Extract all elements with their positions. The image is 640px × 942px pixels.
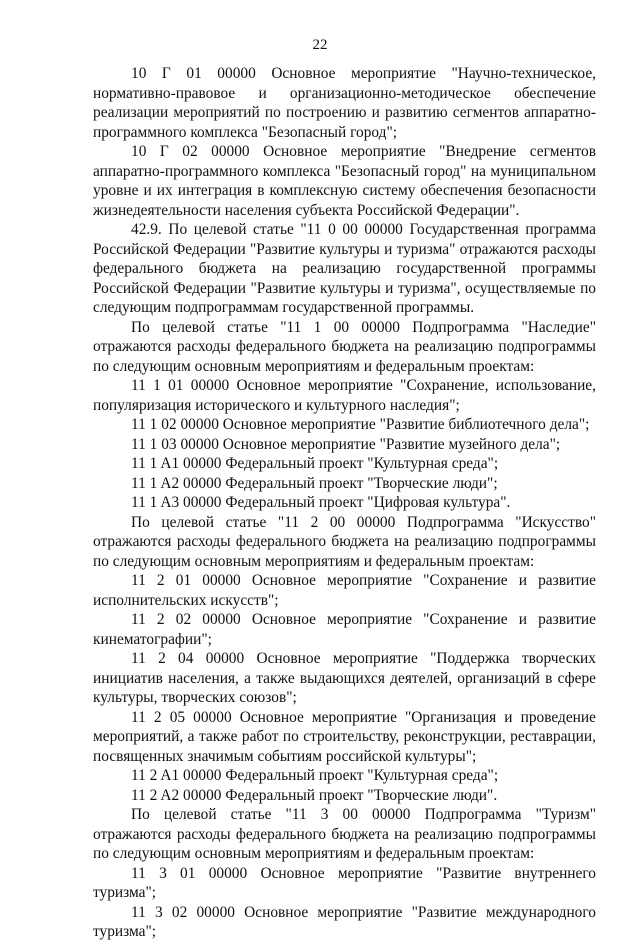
paragraph: 11 2 05 00000 Основное мероприятие "Организация и проведение мероприятий, а также работ по строительству, реконструкции, реставрации, посвященных значимым событиям российской культуры"; [93, 708, 596, 765]
paragraph: По целевой статье "11 3 00 00000 Подпрограмма "Туризм" отражаются расходы федерального бюджета на реализацию подпрограммы по следующим основным мероприятиям и федеральным проектам: [93, 806, 596, 862]
paragraph: По целевой статье "11 1 00 00000 Подпрограмма "Наследие" отражаются расходы федерального бюджета на реализацию подпрограммы по следующим основным мероприятиям и федеральным проектам: [93, 318, 596, 375]
paragraph: 11 3 01 00000 Основное мероприятие "Развитие внутреннего туризма"; [93, 864, 596, 901]
paragraph: 11 1 A1 00000 Федеральный проект "Культурная среда"; [131, 455, 499, 472]
paragraph: 11 1 02 00000 Основное мероприятие "Развитие библиотечного дела"; [131, 416, 590, 433]
paragraph: 11 1 A2 00000 Федеральный проект "Творческие люди"; [131, 474, 498, 492]
paragraph: По целевой статье "11 2 00 00000 Подпрограмма "Искусство" отражаются расходы федерального бюджета на реализацию подпрограммы по следующим основным мероприятиям и федеральным проектам: [93, 513, 596, 570]
paragraph: 42.9. По целевой статье "11 0 00 00000 Государственная программа Российской Федерации "Развитие культуры и туризма" отражаются расходы федерального бюджета на реализацию государственной программы Российской Федерации "Развитие культуры и туризма", осуществляемые по следующим подпрограммам государственной программы. [93, 221, 596, 316]
paragraph: 11 1 03 00000 Основное мероприятие "Развитие музейного дела"; [131, 435, 561, 453]
paragraph: 11 3 02 00000 Основное мероприятие "Развитие международного туризма"; [93, 903, 596, 940]
paragraph: 11 1 A3 00000 Федеральный проект "Цифровая культура". [131, 494, 511, 511]
paragraph: 10 Г 02 00000 Основное мероприятие "Внедрение сегментов аппаратно-программного комплекса "Безопасный город" на муниципальном уровне и их интеграция в комплексную систему обеспечения безопасности жизнедеятельности населения субъекта Российской Федерации". [93, 143, 596, 219]
paragraph: 11 2 04 00000 Основное мероприятие "Поддержка творческих инициатив населения, а также выдающихся деятелей, организаций в сфере культуры, творческих союзов"; [93, 650, 596, 706]
paragraph: 11 2 01 00000 Основное мероприятие "Сохранение и развитие исполнительских искусств"; [93, 572, 596, 609]
paragraph: 10 Г 01 00000 Основное мероприятие "Научно-техническое, нормативно-правовое и организационно-методическое обеспечение реализации мероприятий по построению и развитию сегментов аппаратно-программного комплекса "Безопасный город"; [93, 65, 596, 141]
document-body [93, 64, 596, 942]
paragraph: 11 1 01 00000 Основное мероприятие "Сохранение, использование, популяризация исторического и культурного наследия"; [93, 377, 596, 414]
paragraph: 11 2 A2 00000 Федеральный проект "Творческие люди". [131, 786, 498, 804]
paragraph: 11 2 02 00000 Основное мероприятие "Сохранение и развитие кинематографии"; [93, 611, 596, 648]
paragraph: 11 2 A1 00000 Федеральный проект "Культурная среда"; [131, 767, 499, 784]
page-number: 22 [312, 37, 328, 53]
